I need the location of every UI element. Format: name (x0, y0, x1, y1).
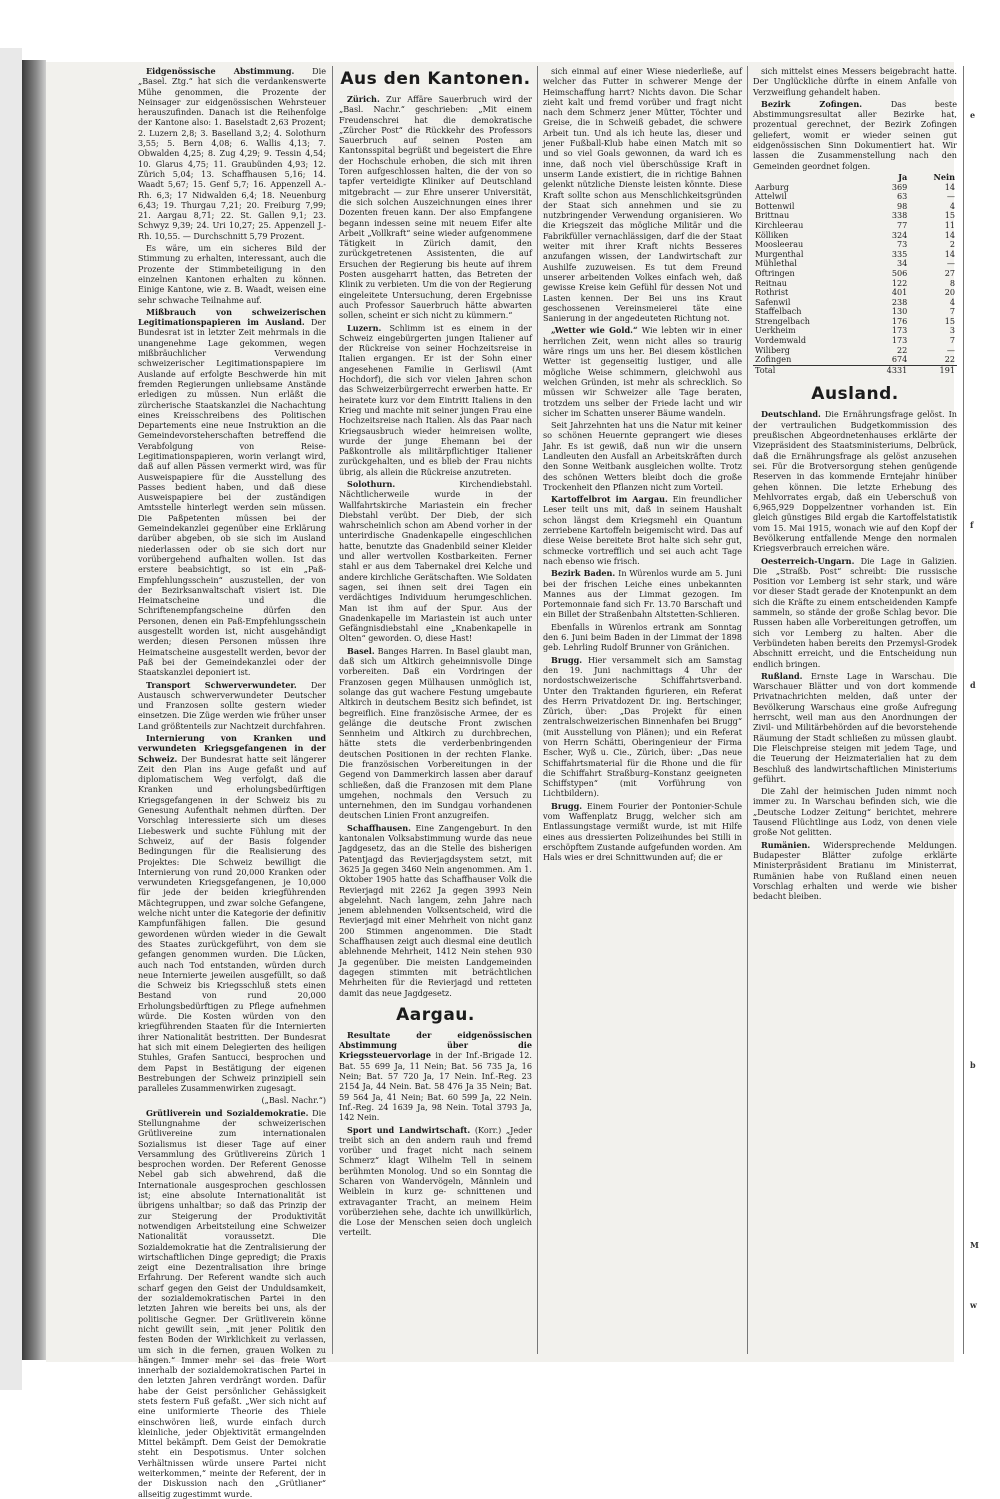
table-cell-value: 506 (891, 267, 908, 278)
article-text: sich mittelst eines Messers beigebracht hatte. Der Unglückliche dürfte in einem Anfalle von Verzweiflung gehandelt haben. (753, 66, 957, 97)
table-cell-value: 122 (891, 277, 908, 288)
article-text: (Korr.) „Jeder treibt sich an den andern rauh und fremd vorüber und fraget nicht nach seinem Schmerz“ klagt Wilhelm Tell in seinem berühmten Monolog. Und so ein Sonntag die Scharen von Wandervögeln, Männlein und Weiblein in kurz ge- schnittenen und extravaganter Tracht, an meinem Heim vorüberziehen sehe, dachte ich unwillkürlich, die Lose der Menschen seien doch ungleich verteilt. (339, 1124, 532, 1238)
article-heading: Rußland. (761, 670, 803, 681)
article-paragraph (543, 622, 742, 653)
table-cell-value: 22 (944, 354, 955, 365)
table-cell-value: 173 (891, 335, 908, 346)
article-text: Die „Basel. Ztg.“ hat sich die verdankenswerte Mühe genommen, die Prozente der Neinsager zur eidgenössischen Wehrsteuer herauszufinden. Danach ist die Reihenfolge der Kantone also: 1. Baselstadt 2,63 Prozent; 2. Luzern 2,8; 3. Baselland 3,2; 4. Solothurn 3,55; 5. Bern 4,08; 6. Wallis 4,13; 7. Obwalden 4,25; 8. Zug 4,29; 9. Tessin 4,54; 10. Glarus 4,75; 11. Graubünden 4,93; 12. Zürich 5,04; 13. Schaffhausen 5,16; 14. Waadt 5,67; 15. Genf 5,7; 16. Appenzell A.-Rh. 6,3; 17 Nidwalden 6,4; 18. Neuenburg 6,43; 19. Thurgau 7,21; 20. Freiburg 7,99; 21. Aargau 8,71; 22. St. Gallen 9,1; 23. Schwyz 9,39; 24. Uri 10,27; 25. Appenzell J.-Rh. 10,55. — Durchschnitt 5,79 Prozent. (138, 66, 326, 241)
article-heading: Sport und Landwirtschaft. (347, 1124, 471, 1135)
article-text: In Würenlos wurde am 5. Juni bei der frischen Leiche eines unbekannten Mannes aus der Limmat gezogen. Im Portemonnaie fand sich Fr. 13.70 Barschaft und ein Billet der Straßenbahn Altstetten-Schlieren. (543, 568, 743, 620)
table-cell-value: 22 (896, 344, 908, 355)
scanner-margin-top (0, 0, 1000, 48)
article-heading: Basel. (347, 645, 375, 656)
table-cell-value: 34 (896, 258, 908, 269)
table-cell-value: 173 (891, 325, 908, 336)
article-paragraph (138, 1108, 326, 1499)
column-1 (138, 66, 327, 1499)
next-page-fragment: b (970, 1060, 976, 1070)
article-paragraph (339, 323, 532, 477)
article-paragraph (339, 1125, 532, 1238)
article-text: Das beste Abstimmungsresultat aller Bezirke hat, prozentual gerechnet, der Bezirk Zofingen geliefert, womit er wieder seinen gut eidgenössischen Sinn Dokumentiert hat. Wir lassen die Zusammenstellung nach den Gemeinden geordnet folgen. (753, 98, 957, 171)
scanner-margin-left (0, 0, 22, 1390)
article-text: Ernste Lage in Warschau. Die Warschauer Blätter und von dort kommende Privatnachrichten melden, daß unter der Bevölkerung Warschaus eine große Aufregung herrscht, weil man aus den Anordnungen der Zivil- und Militärbehörden auf die bevorstehende Räumung der Stadt schließen zu müssen glaubt. Die Fleischpreise steigen mit jedem Tage, und die Teuerung der Heizmaterialien hat zu dem Beschluß des landwirtschaftlichen Ministeriums geführt. (753, 670, 957, 784)
article-text: Die Stellungnahme der schweizerischen Grütlivereine zum internationalen Sozialismus ist dieser Tage auf einer Versammlung des Grütlivereins Zürich 1 besprochen worden. Der Referent Genosse Nebel gab sich abwehrend, daß die Internationale ausgesprochen geschlossen ist; eine absolute Internationalität ist übrigens unhaltbar; so daß das Prinzip der zur Steigerung der Produktivität notwendigen Arbeitsteilung eine Schweizer Nationalität voraussetzt. Die Sozialdemokratie hat die Zentralisierung der wirtschaftlichen Dinge gepredigt; die Praxis zeigt eine Dezentralisation ihre bringe Erfahrung. Der Referent wandte sich auch scharf gegen den Geist der Unduldsamkeit, der sozialdemokratischen Partei in den letzten Jahren wie bereits bei uns, als der politische Gegner. Der Grütliverein könne nicht gewillt sein, „mit jener Politik den festen Boden der Wirklichkeit zu verlassen, um sich in die fernen, grauen Wolken zu hängen.“ Immer mehr sei das freie Wort innerhalb der sozialdemokratischen Partei in den letzten Jahren verdrängt worden. Dafür habe der Geist persönlicher Gehässigkeit stets festern Fuß gefaßt. „Wer sich nicht auf eine uniformierte Theorie des Thiele einschwören ließ, wurde einfach durch kleinliche, jeder Objektivität ermangelnden Mittel bekämpft. Dem Geist der Demokratie steht ein Despotismus. Unter solchen Verhältnissen würde unsere Partei nicht weiterkommen,“ meinte der Referent, der in der Diskussion nach den „Grütlianer“ allseitig zugestimmt wurde. (138, 1107, 327, 1499)
next-page-fragment: w (970, 1300, 977, 1310)
column-2-aargau-body (339, 1030, 532, 1238)
article-heading: Grütliverein und Sozialdemokratie. (146, 1107, 309, 1118)
article-paragraph (543, 325, 742, 418)
table-cell-value: Ja (898, 171, 908, 182)
table-total-row (753, 365, 957, 375)
table-cell-value: 2 (949, 239, 955, 250)
article-text: Banges Harren. In Basel glaubt man, daß sich um Altkirch geheimnisvolle Dinge vorbereiten. Daß ein Vordringen der Franzosen gegen Mülhausen unmöglich ist, solange das gut wachere Festung umgebaute Altkirch in deutschem Besitz sich befindet, ist begreiflich. Eine französische Armee, der es gelänge die deutsche Front zwischen Sennheim und Altkirch zu durchbrechen, hätte stets die verderbenbringenden deutschen Positionen in der rechten Flanke. Die französischen Vorbereitungen in der Gegend von Dammerkirch lassen aber darauf schließen, daß die Franzosen mit dem Plane umgehen, nochmals den Versuch zu unternehmen, den im Sundgau vorhandenen deutschen Linien Front anzugreifen. (339, 645, 532, 821)
section-title-aargau: Aargau. (396, 1004, 475, 1025)
article-paragraph (339, 646, 532, 821)
table-cell-name: Bottenwil (755, 200, 795, 211)
table-cell-name: Total (753, 365, 863, 375)
table-cell-name: Staffelbach (755, 306, 802, 317)
article-heading: „Wetter wie Gold.“ (551, 325, 638, 336)
next-page-fragment: e (970, 110, 976, 120)
article-text: Widersprechende Meldungen. Budapester Blätter zufolge erklärte Ministerpräsident Bratianu im Ministerrat, Rumänien habe von Rußland einen neuen Vorschlag erhalten und werde wie bisher bedacht bleiben. (753, 839, 958, 902)
article-text: Der Austausch schwerverwundeter Deutscher und Franzosen sollte gestern wieder einsetzen. Die Züge werden wie früher unser Land größtenteils zur Nachtzeit durchfahren. (138, 679, 326, 731)
article-text: Ebenfalls in Würenlos ertrank am Sonntag den 6. Juni beim Baden in der Limmat der 1898 geb. Lehrling Rudolf Brunner von Gränichen. (543, 621, 742, 653)
next-page-fragment: M (970, 1240, 979, 1250)
article-heading: Rumänien. (761, 839, 811, 850)
table-cell-value: — (946, 191, 955, 202)
table-cell-value: 238 (891, 296, 908, 307)
table-cell-value: 4331 (863, 365, 909, 375)
article-paragraph (543, 494, 742, 566)
table-cell-value: 14 (944, 248, 955, 259)
table-cell-name: Mühlethal (755, 258, 797, 269)
article-heading: Schaffhausen. (347, 822, 411, 833)
article-paragraph (753, 409, 957, 553)
table-cell-value: Nein (933, 171, 955, 182)
table-cell-value: 15 (944, 210, 955, 221)
column-4-body (753, 66, 957, 171)
section-title-kantonen: Aus den Kantonen. (340, 69, 531, 89)
article-paragraph (753, 556, 957, 669)
column-rule (332, 66, 333, 1354)
next-page-fragment: f (970, 520, 974, 530)
article-paragraph (138, 66, 326, 241)
article-heading: Solothurn. (347, 478, 396, 489)
vote-table-zofingen (753, 173, 957, 375)
article-heading: Transport Schwerverwundeter. (146, 679, 297, 690)
article-paragraph (138, 680, 326, 731)
column-2-body (339, 94, 532, 998)
table-cell-value: 77 (896, 219, 908, 230)
table-cell-name: Uerkheim (755, 325, 796, 336)
article-heading: Eidgenössische Abstimmung. (146, 66, 295, 76)
article-paragraph (339, 823, 532, 998)
table-cell-name: Attelwil (755, 191, 787, 202)
table-cell-value: 11 (944, 219, 955, 230)
article-paragraph (753, 99, 957, 171)
column-rule (747, 66, 748, 1354)
article-text: Hier versammelt sich am Samstag den 19. Juni nachmittags 4 Uhr der nordostschweizerische Schiffahrtsverband. Unter den Traktanden figurieren, ein Referat des Herrn Privatdozent Dr. ing. Bertschinger, Zürich, über: „Das Projekt für einen zentralschweizerischen Binnenhafen bei Brugg“ (mit Ausstellung von Plänen); und ein Referat von Herrn Schätti, Oberingenieur der Firma Escher, Wyß u. Cie., Zürich, über: „Das neue Schiffahrtsmaterial für die Rhone und die für die Schiffahrt Straßburg–Konstanz geeigneten Schiffstypen“ (mit Vorführung von Lichtbildern). (543, 654, 743, 799)
article-heading: Brugg. (551, 654, 583, 665)
article-paragraph (753, 671, 957, 784)
article-heading: Kartoffelbrot im Aargau. (551, 494, 668, 505)
table-cell-name: Kirchleerau (755, 219, 804, 230)
article-text: Einem Fourier der Pontonier-Schule vom Waffenplatz Brugg, welcher sich am Entlassungstage vermißt wurde, ist mit Hilfe eines aus dressierten Polizeihundes bei Stilli in erschöpftem Zustande aufgefunden worden. Am Hals wies er drei Schnittwunden auf; die er (543, 800, 742, 863)
table-cell-value: 324 (891, 229, 908, 240)
table-cell-value: 63 (896, 191, 908, 202)
article-text: Wie lebten wir in einer herrlichen Zeit, wenn nicht alles so traurig wäre rings um uns her. Bei diesem köstlichen Wetter ist gegenseitig lustiger, und alle mögliche Weise schimmern, gleichwohl aus welchen Gründen, ist mehr als schrecklich. So müssen wir Schweizer alle Tage beraten, trotzdem uns selber der Friede lacht und wir sicher im Schatten unserer Bäume wandeln. (543, 325, 742, 418)
article-heading: Oesterreich-Ungarn. (761, 555, 855, 566)
article-text: Der Bundesrat ist in letzter Zeit mehrmals in die unangenehme Lage gekommen, wegen mißbräuchlicher Verwendung schweizerischer Legitimationspapiere im Auslande auf erfolgte Beschwerde hin mit fremden Regierungen unliebsame Anstände erledigen zu müssen. Nun erläßt die zürcherische Staatskanzlei die Nachachtung eines Kreisschreibens des Politischen Departements eine neue Instruktion an die Gemeindevorsteherschaften betreffend die Verabfolgung von Reise-Legitimationspapieren, worin verlangt wird, daß auf allen Pässen vermerkt wird, was für Ausweispapiere für die Ausstellung des Passes bedient haben, und daß diese Ausweispapiere bei der zuständigen Amtsstelle hinterlegt werden sein müssen. Die Paßpetenten müssen bei der Gemeindekanzlei gegenüber eine Erklärung darüber abgeben, ob sie sich im Ausland niederlassen oder ob sie sich dort nur vorübergehend aufhalten wollen. Ist das erstere beabsichtigt, so ist ein „Paß-Empfehlungsschein“ auszustellen, der von der Bezirksanwaltschaft visiert ist. Die Heimatscheine und die Schriftenempfangscheine dürfen den Personen, denen ein Paß-Empfehlungsschein ausgestellt worden ist, nicht ausgehändigt werden; diesen Personen müssen ihre Heimatscheine ausgestellt werden, bevor der Paß bei der Gemeindekanzlei oder der Staatskanzlei deponiert ist. (138, 317, 326, 678)
article-text: in der Inf.-Brigade 12. Bat. 55 699 Ja, 11 Nein; Bat. 56 735 Ja, 16 Nein; Bat. 57 720 Ja, 17 Nein. Inf.-Reg. 23 2154 Ja, 44 Nein. Bat. 58 476 Ja 35 Nein; Bat. 59 564 Ja, 41 Nein; Bat. 60 599 Ja, 22 Nein. Inf.-Reg. 24 1639 Ja, 98 Nein. Total 3793 Ja, 142 Nein. (339, 1050, 532, 1123)
column-4-ausland-body (753, 409, 957, 901)
article-text: Die Zahl der heimischen Juden nimmt noch immer zu. In Warschau befinden sich, wie die „Deutsche Lodzer Zeitung“ berichtet, mehrere Tausend Flüchtlinge aus Lodz, von denen viele große Not gelitten. (753, 786, 957, 838)
table-cell-name: Strengelbach (755, 315, 810, 326)
table-cell-value: 369 (891, 181, 908, 192)
article-text: Kirchendiebstahl. Nächtlicherweile wurde in der Wallfahrtskirche Mariastein ein frecher Diebstahl verübt. Der Dieb, der sich wahrscheinlich schon am Abend vorher in der unterirdische Gnadenkapelle eingeschlichen hatte, benutzte das Gnadenbild seiner Kleider und aller wertvollen Kostbarkeiten. Ferner stahl er aus dem Tabernakel drei Kelche und andere kirchliche Gerätschaften. Wie Soldaten sagen, sei ihnen seit drei Tagen ein verdächtiges Individuum herumgeschlichen. Man ist ihm auf der Spur. Aus der Gnadenkapelle im Mariastein ist auch unter Gefängnisdiebstahl eine „Knabenkapelle in Olten“ geworden. O, diese Hast! (339, 478, 532, 644)
table-cell-name: Reitnau (755, 277, 787, 288)
table-cell-value: 7 (949, 306, 955, 317)
article-heading: Bezirk Baden. (551, 568, 616, 579)
article-text: Die Ernährungsfrage gelöst. In der vertraulichen Budgetkommission des preußischen Abgeordnetenhauses erklärte der Vizepräsident des Staatsministeriums, Delbrück, daß die Ernährungsfrage als gelöst anzusehen sei. Für die Brotversorgung stehen genügende Reserven in das kommende Erntejahr hinüber gehen können. Die letzte Erhebung des Mehlvorrates ergab, daß ein Ueberschuß von 6,965,929 Doppelzentner vorhanden ist. Ein gleich günstiges Bild ergab die Kartoffelstatistik vom 15. Mai 1915, wonach wie auf den Kopf der Bevölkerung entfallende Menge den normalen Kriegsverbrauch erreichen wäre. (753, 409, 957, 554)
article-text: sich einmal auf einer Wiese niederließe, auf welcher das Futter in schwerer Menge der Heimschaffung harrt? Nichts davon. Die Schar zieht kalt und fremd vorüber und fragt nicht nach dem Schmerz jener Mütter, Töchter und Greise, die in Schweiß gebadet, die schwere Arbeit tun. Und als ich heute las, dieser und jener Fußball-Klub habe einen Match mit so und so viel Goals gewonnen, da ward ich es inne, daß noch viel überschüssige Kraft in unserm Lande existiert, die in richtige Bahnen gelenkt nützliche Dienste leisten könnte. Diese Kraft sollte schon aus Menschlichkeitsgründen der Staat sich annehmen und sie zu nutzbringender Verwendung organisieren. Wo die Kriegszeit das mögliche Militär und die Fabrikfüller vernachlässigen, darf die der Staat weiter mit ihrer Kraft nichts Besseres anzufangen wissen, der Landwirtschaft zur Aushilfe zuzuweisen. Es tut dem Freund unserer arbeitenden Volkes einfach weh, daß gewisse Kreise kein Gefühl für dessen Not und Lasten kennen. Der Bei uns ins Kraut geschossenen Vereinsmeierei täte eine Sanierung in der angedeuteten Richtung not. (543, 66, 742, 324)
table-cell-value: 335 (891, 248, 908, 259)
article-paragraph (138, 307, 326, 678)
article-heading: Zürich. (347, 94, 380, 104)
article-heading: Bezirk Zofingen. (761, 98, 863, 109)
article-text: Ein freundlicher Leser teilt uns mit, daß in seinem Haushalt schon längst dem Kriegsmehl ein Quantum zerriebene Kartoffeln beigemischt wird. Das auf diese Weise bereitete Brot halte sich sehr gut, schmecke vortrefflich und sei auch acht Tage nach ebenso wie frisch. (543, 494, 742, 566)
table-cell-value: 14 (944, 229, 955, 240)
article-paragraph (543, 801, 742, 863)
article-text: Die Lage in Galizien. Die „Straßb. Post“ schreibt: Die russische Position vor Lemberg ist sehr stark, und wäre vor dieser Stadt gerade der Knotenpunkt an dem sich die Kräfte zu einem entscheidenden Kampfe sammeln, so stände der große Schlag bevor. Die Russen haben alle Vorbereitungen getroffen, um sich vor Lemberg zu halten. Aber die Verbündeten haben bereits den Przemysl-Grodek Abschnitt erreicht, und die Entscheidung nun endlich bringen. (753, 555, 957, 669)
next-page-edge (966, 66, 1000, 1356)
table-cell-value: 4 (949, 296, 955, 307)
article-text: Schlimm ist es einem in der Schweiz eingebürgerten jungen Italiener auf der Rückreise von seiner Hochzeitsreise in Italien ergangen. Er ist der Sohn einer angesehenen Familie in Gerliswil (Amt Hochdorf), die sich vor vielen Jahren schon das Schweizerbürgerrecht erwerben hatte. Er heiratete kurz vor dem Eintritt Italiens in den Krieg und machte mit seiner jungen Frau eine Hochzeitsreise nach Italien. Als das Paar nach Kriegsausbruch wieder heimreisen wollte, wurde der junge Ehemann bei der Paßkontrolle als militärpflichtiger Italiener zurückgehalten, und es blieb der Frau nichts übrig, als allein die Rückreise anzutreten. (339, 322, 532, 477)
page-binding-shadow (22, 60, 46, 1360)
article-paragraph (753, 840, 957, 902)
article-paragraph (543, 66, 742, 323)
table-cell-name: Vordemwald (755, 335, 807, 346)
column-rule (963, 66, 964, 1354)
article-paragraph (339, 1030, 532, 1123)
table-cell-name: Safenwil (755, 296, 791, 307)
table-cell-name: Moosleerau (755, 239, 804, 250)
column-2 (339, 66, 532, 1356)
table-cell-value: 176 (891, 315, 908, 326)
table-cell-name: Wiliberg (755, 344, 790, 355)
column-3-body (543, 66, 742, 863)
article-text: Es wäre, um ein sicheres Bild der Stimmung zu erhalten, interessant, auch die Prozente der Stimmbeteiligung in den einzelnen Kantonen erhalten zu können. Einige Kantone, wie z. B. Waadt, weisen eine sehr schwache Teilnahme auf. (138, 243, 326, 305)
article-text: Seit Jahrzehnten hat uns die Natur mit keiner so schönen Heuernte geprangert wie dieses Jahr. Es ist gewiß, daß nun wir die unsern Landleuten den Ausfall an Arbeitskräften durch den Sonne Weitbank ausgleichen wollte. Trotz des schönen Wetters bleibt doch die große Trockenheit den Pflanzen nicht zum Vorteil. (543, 420, 742, 492)
table-cell-value: 15 (944, 315, 955, 326)
table-cell-value: 3 (949, 325, 955, 336)
article-paragraph (753, 786, 957, 837)
table-cell-name: Murgenthal (755, 248, 804, 259)
article-heading: Brugg. (551, 800, 583, 811)
table-cell-value: 98 (896, 200, 908, 211)
article-paragraph (543, 420, 742, 492)
table-cell-value: — (946, 344, 955, 355)
column-rule (537, 66, 538, 1354)
table-cell-value: 7 (949, 335, 955, 346)
table-cell-value: 338 (891, 210, 908, 221)
table-cell-value: 4 (949, 200, 955, 211)
table-cell-value: 73 (896, 239, 908, 250)
article-paragraph (543, 655, 742, 799)
table-cell-name: Brittnau (755, 210, 790, 221)
article-paragraph (339, 479, 532, 644)
table-cell-value: 130 (891, 306, 908, 317)
table-cell-name: Oftringen (755, 267, 795, 278)
article-heading: Internierung von Kranken und verwundeten Kriegsgefangenen in der Schweiz. (138, 733, 326, 764)
column-3 (543, 66, 742, 1356)
table-cell-value: 8 (949, 277, 955, 288)
table-cell-name: Kölliken (755, 229, 789, 240)
table-cell-value: 20 (944, 287, 955, 298)
table-cell-value: 674 (891, 354, 908, 365)
article-heading: Luzern. (347, 322, 382, 333)
table-cell-value: 191 (909, 365, 957, 375)
article-paragraph (138, 243, 326, 305)
column-4 (753, 66, 957, 1356)
section-title-ausland: Ausland. (811, 384, 899, 405)
table-cell-name: Rothrist (755, 287, 789, 298)
next-page-fragment: d (970, 680, 976, 690)
source-attribution: („Basl. Nachr.“) (261, 1095, 326, 1106)
article-paragraph (753, 66, 957, 97)
table-cell-value: 27 (944, 267, 955, 278)
article-heading: Resultate der eidgenössischen Abstimmung über die Kriegssteuervorlage (339, 1029, 532, 1061)
table-cell-name: Aarburg (755, 181, 789, 192)
table-cell-value: — (946, 258, 955, 269)
article-paragraph (543, 568, 742, 619)
article-heading: Mißbrauch von schweizerischen Legitimationspapieren im Ausland. (138, 306, 326, 328)
article-paragraph (339, 94, 532, 321)
table-cell-value: 14 (944, 181, 955, 192)
article-heading: Deutschland. (761, 409, 821, 420)
article-paragraph (138, 733, 326, 1093)
table-cell-name: Zofingen (755, 354, 792, 365)
article-text: Eine Zangengeburt. In den kantonalen Volksabstimmung wurde das neue Jagdgesetz, das an die Stelle des bisherigen Patentjagd das Revierjagdsystem setzt, mit 3625 Ja gegen 3460 Nein angenommen. Am 1. Oktober 1905 hatte das Schaffhauser Volk die Revierjagd mit 2262 Ja gegen 3993 Nein abgelehnt. Nach langem, zehn Jahre nach jenem ablehnenden Volksentscheid, wird die Revierjagd mit einer Mehrheit von nicht ganz 200 Stimmen angenommen. Die Stadt Schaffhausen zeigt auch diesmal eine deutlich ablehnende Mehrheit, 1412 Nein stehen 930 Ja gegenüber. Die meisten Landgemeinden dagegen stimmten mit beträchtlichen Mehrheiten für die Revierjagd und retteten damit das neue Jagdgesetz. (339, 822, 533, 998)
column-1-body (138, 66, 326, 1499)
article-text: Der Bundesrat hatte seit längerer Zeit den Plan ins Auge gefaßt und auf diplomatischem Weg verfolgt, daß die Kranken und erholungsbedürftigen Kriegsgefangenen in der Schweiz bis zu Genesung Aufenthalt nehmen dürften. Der Vorschlag interessierte sich um dieses Liebeswerk und suchte Fühlung mit der Schweiz, auf der Basis folgender Bedingungen für die Realisierung des Projektes: Die Schweiz bewilligt die Internierung von rund 20,000 Kranken oder verwundeten Kriegsgefangenen, je 10,000 für jede der beiden kriegführenden Mächtegruppen, und zwar solche Gefangene, welche nicht unter die Kategorie der definitiv Kampfunfähigen fallen. Die gesund gewordenen würden wieder in die Gewalt des Staates zurückgeführt, von dem sie gefangen genommen wurden. Die Lücken, auch nach Tod entstanden, würden durch neue Internierte jeweilen ausgefüllt, so daß die Schweiz bis Kriegsschluß stets einen Bestand von rund 20,000 Erholungsbedürftigen zu Pflege aufnehmen würde. Die Kosten würden von den kriegführenden Staaten für die Internierten ihrer Nationalität bestritten. Der Bundesrat hat sich mit einem Delegierten des heiligen Stuhles, Grafen Santucci, besprochen und dem Papst in Bestätigung der eigenen Bestrebungen der Schweiz prinzipiell sein paralleles Zusammenwirken zugesagt. (138, 753, 326, 1094)
article-text: Zur Affäre Sauerbruch wird der „Basl. Nachr.“ geschrieben: „Mit einem Freudenschrei hat die demokratische „Zürcher Post“ die Rückkehr des Professors Sauerbruch auf seinen Posten am Kantonsspital begrüßt und begeistert die Ehre der Hochschule erhoben, die sich mit ihren Toren aufgeschlossen halten, die der von so tapfer verteidigte Kliniker auf Deutschland mitgebracht — zur Ehre unserer Universität, die sich solchen Auszeichnungen eines ihrer Dozenten freuen kann. Der also Empfangene begann indessen seine mit neuem Eifer alte Arbeit „Vollkraft“ seine wieder aufgenommene Tätigkeit in Zürich damit, den zurückgetretenen Assistenten, die auf Ersuchen der Regierung bis heute auf ihrem Posten ausgeharrt hatten, das Betreten der Klinik zu verbieten. Um die von der Regierung eingeleitete Untersuchung, deren Ergebnisse auch Professor Sauerbruch hätte abwarten sollen, scheint er sich nicht zu kümmern.“ (339, 94, 532, 321)
table-row (753, 355, 957, 365)
table-cell-value: 401 (891, 287, 908, 298)
